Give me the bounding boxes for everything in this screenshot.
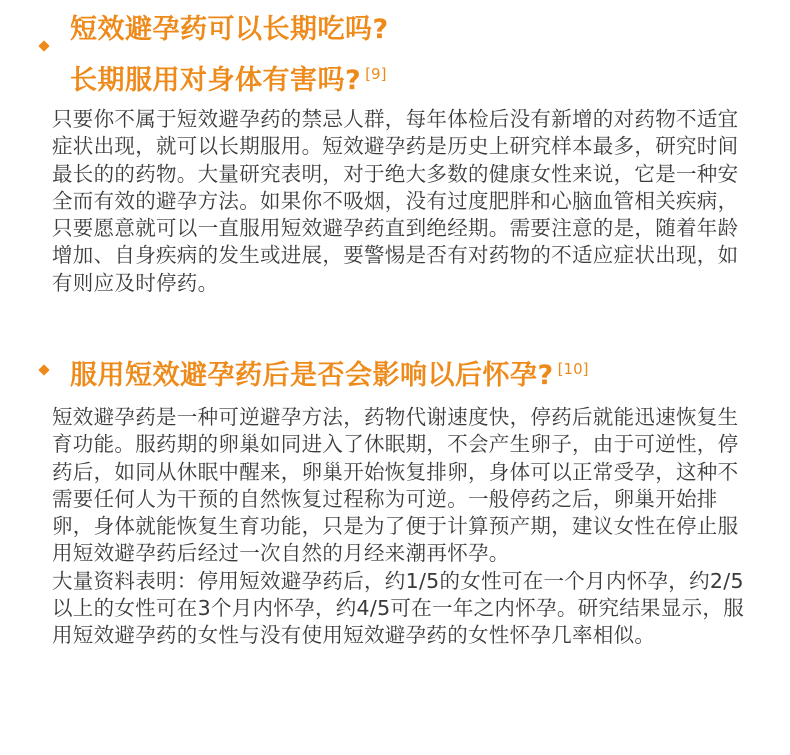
section-1-paragraph: 只要你不属于短效避孕药的禁忌人群，每年体检后没有新增的对药物不适宜症状出现，就可以长期服用。短效避孕药是历史上研究样本最多，研究时间最长的的药物。大量研究表明，对于绝大多数的健康女性来说，它是一种安全而有效的避孕方法。如果你不吸烟，没有过度肥胖和心脑血管相关疾病，只要愿意就可以一直服用短效避孕药直到绝经期。需要注意的是，随着年龄增加、自身疾病的发生或进展，要警惕是否有对药物的不适应症状出现，如有则应及时停药。 <box>52 107 739 295</box>
section-2-body <box>52 404 752 650</box>
diamond-icon <box>38 40 49 51</box>
section-2-heading-text: 服用短效避孕药后是否会影响以后怀孕? <box>70 360 554 391</box>
section-2-heading-line <box>0 347 790 398</box>
section-2-heading <box>0 347 790 398</box>
section-1-heading-line-2 <box>0 52 790 103</box>
section-1-reference: [9] <box>365 65 387 83</box>
section-2-paragraph-2: 大量资料表明：停用短效避孕药后，约1/5的女性可在一个月内怀孕，约2/5以上的女性可在3个月内怀孕，约4/5可在一年之内怀孕。研究结果显示，服用短效避孕药的女性与没有使用短效避孕药的女性怀孕几率相似。 <box>52 568 745 648</box>
diamond-icon <box>38 364 49 375</box>
section-2-reference: [10] <box>557 360 589 378</box>
section-1-heading-text-1: 短效避孕药可以长期吃吗? <box>70 14 389 45</box>
section-1-heading-text-2: 长期服用对身体有害吗? <box>70 65 362 96</box>
section-1-body <box>52 106 752 297</box>
section-1-heading <box>0 8 790 103</box>
section-1-heading-line-1 <box>0 8 790 52</box>
section-2-paragraph-1: 短效避孕药是一种可逆避孕方法，药物代谢速度快，停药后就能迅速恢复生育功能。服药期的卵巢如同进入了休眠期，不会产生卵子，由于可逆性，停药后，如同从休眠中醒来，卵巢开始恢复排卵，身体可以正常受孕，这种不需要任何人为干预的自然恢复过程称为可逆。一般停药之后，卵巢开始排卵，身体就能恢复生育功能，只是为了便于计算预产期，建议女性在停止服用短效避孕药后经过一次自然的月经来潮再怀孕。 <box>52 405 739 566</box>
